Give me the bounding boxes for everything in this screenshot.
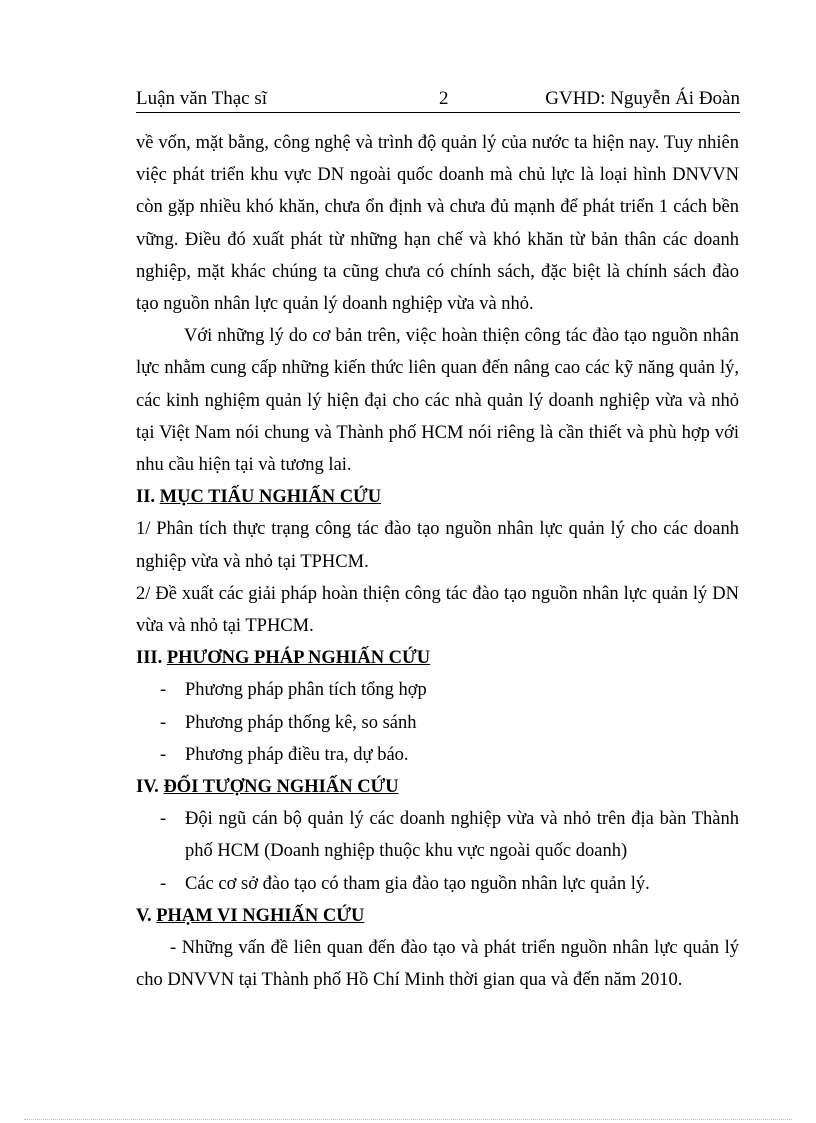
header-thesis-title: Luận văn Thạc sĩ xyxy=(136,88,268,109)
paragraph-reasons: Với những lý do cơ bản trên, việc hoàn thiện công tác đào tạo nguồn nhân lực nhằm cung cấp những kiến thức liên quan đến nâng cao các kỹ năng quản lý, các kinh nghiệm quản lý hiện đại cho các nhà quản lý doanh nghiệp vừa và nhỏ tại Việt Nam nói chung và Thành phố HCM nói riêng là cần thiết và phù hợp với nhu cầu hiện tại và tương lai. xyxy=(136,326,739,476)
scope-paragraph: - Những vấn đề liên quan đến đào tạo và phát triển nguồn nhân lực quản lý cho DNVVN tại Thành phố Hồ Chí Minh thời gian qua và đến năm 2010. xyxy=(136,938,739,991)
list-item-text: Phương pháp thống kê, so sánh xyxy=(185,712,417,733)
section-number: II. xyxy=(136,487,156,508)
dash-bullet: - xyxy=(160,680,167,701)
section-title: MỤC TIẤU NGHIẤN CỨU xyxy=(159,487,382,508)
methods-list xyxy=(136,674,739,771)
list-item xyxy=(136,803,739,867)
section-heading-scope xyxy=(136,900,739,932)
section-number: III. xyxy=(136,648,163,669)
section-number: IV. xyxy=(136,777,159,798)
paragraph-continued: về vốn, mặt bằng, công nghệ và trình độ quản lý của nước ta hiện nay. Tuy nhiên việc phát triển khu vực DN ngoài quốc doanh mà chủ lực là loại hình DNVVN còn gặp nhiều khó khăn, chưa ổn định và chưa đủ mạnh để phát triển 1 cách bền vững. Điều đó xuất phát từ những hạn chế và khó khăn từ bản thân các doanh nghiệp, mặt khác chúng ta cũng chưa có chính sách, đặc biệt là chính sách đào tạo nguồn nhân lực quản lý doanh nghiệp vừa và nhỏ. xyxy=(136,133,739,315)
list-item-text: Các cơ sở đào tạo có tham gia đào tạo nguồn nhân lực quản lý. xyxy=(185,873,650,894)
list-item-text: Đội ngũ cán bộ quản lý các doanh nghiệp vừa và nhỏ trên địa bàn Thành phố HCM (Doanh nghiệp thuộc khu vực ngoài quốc doanh) xyxy=(185,809,739,862)
section-title: ĐỐI TƯỢNG NGHIẤN CỨU xyxy=(163,777,399,798)
dash-bullet: - xyxy=(160,712,167,733)
dash-bullet: - xyxy=(160,809,167,830)
section-title: PHƯƠNG PHÁP NGHIẤN CỨU xyxy=(166,648,431,669)
header-advisor: GVHD: Nguyễn Ái Đoàn xyxy=(545,88,740,109)
dash-bullet: - xyxy=(160,873,167,894)
subjects-list xyxy=(136,803,739,900)
list-item xyxy=(136,739,739,771)
header-page-number: 2 xyxy=(439,88,449,109)
section-heading-subjects xyxy=(136,771,739,803)
objective-item-2: 2/ Đề xuất các giải pháp hoàn thiện công tác đào tạo nguồn nhân lực quản lý DN vừa và nhỏ tại TPHCM. xyxy=(136,583,739,637)
section-heading-methods xyxy=(136,642,739,674)
list-item-text: Phương pháp phân tích tổng hợp xyxy=(185,680,427,701)
section-number: V. xyxy=(136,905,152,926)
list-item xyxy=(136,674,739,706)
section-heading-objectives xyxy=(136,481,739,513)
list-item-text: Phương pháp điều tra, dự báo. xyxy=(185,744,409,765)
list-item xyxy=(136,707,739,739)
page-header xyxy=(136,86,740,113)
page-bottom-divider xyxy=(24,1119,792,1120)
dash-bullet: - xyxy=(160,744,167,765)
section-title: PHẠM VI NGHIẤN CỨU xyxy=(156,905,365,926)
objective-item-1: 1/ Phân tích thực trạng công tác đào tạo nguồn nhân lực quản lý cho các doanh nghiệp vừa và nhỏ tại TPHCM. xyxy=(136,519,739,572)
page-body xyxy=(136,127,739,996)
list-item xyxy=(136,868,739,900)
